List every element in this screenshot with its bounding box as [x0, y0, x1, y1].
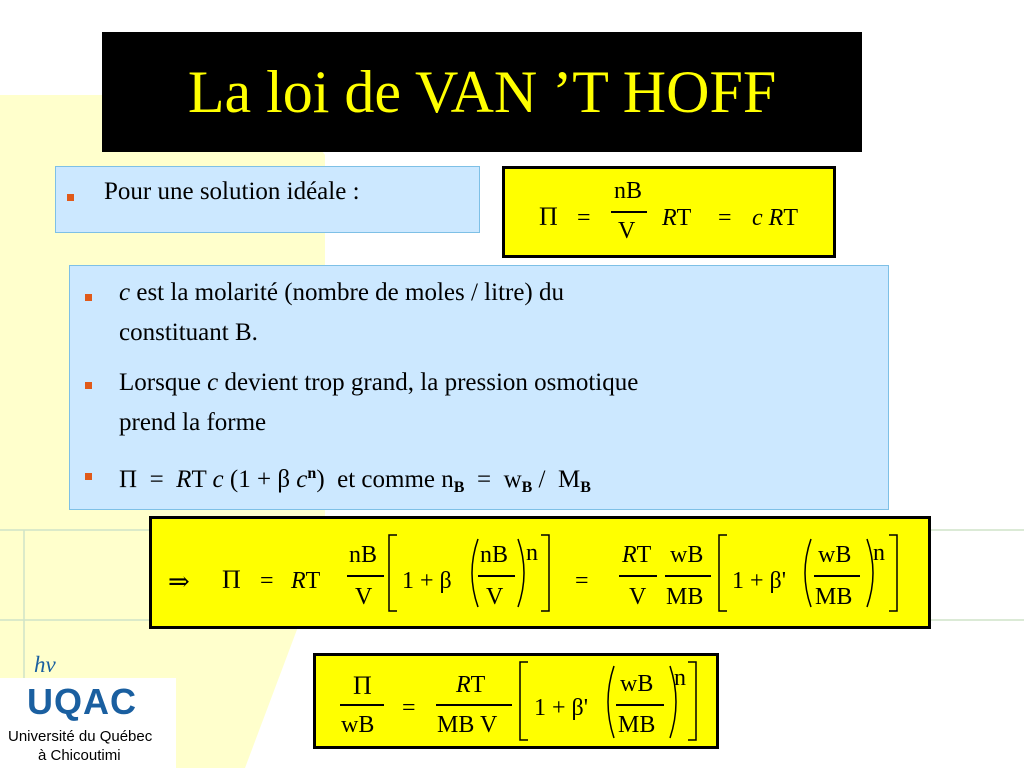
equation-box-3 — [313, 653, 719, 749]
university-name: Université du Québec — [8, 728, 153, 745]
bullet-2-line-1: Lorsque c devient trop grand, la pression osmotique — [119, 369, 639, 396]
eq2-brackets — [152, 519, 928, 626]
eq2-frac5-bar — [814, 575, 860, 577]
eq2-frac2-bar — [478, 575, 515, 577]
implies-arrow: ⇒ — [168, 567, 190, 596]
eq3-exponent: n — [674, 665, 686, 691]
eq1-fraction-bar — [611, 211, 647, 213]
bullet-1-line-2: constituant B. — [119, 319, 258, 346]
equation-box-2 — [149, 516, 931, 629]
eq2-frac1-den: V — [355, 584, 373, 610]
eq3-frac1-num: Π — [353, 671, 372, 700]
eq2-frac5-den: MB — [815, 584, 853, 610]
page-title: La loi de VAN ’T HOFF — [187, 58, 777, 125]
bullet-icon — [85, 294, 92, 301]
eq1-pi: Π — [539, 202, 558, 231]
eq2-frac3-den: V — [629, 584, 647, 610]
eq2-frac5-num: wB — [818, 542, 852, 568]
uqac-logo: UQAC — [27, 681, 137, 722]
eq3-frac3-bar — [616, 704, 664, 706]
bullet-icon — [85, 382, 92, 389]
eq3-one-plus-beta-prime: 1 + β' — [534, 695, 589, 721]
eq3-frac2-num: RT — [456, 672, 486, 698]
eq3-frac2-den: MB V — [437, 712, 498, 738]
university-city: à Chicoutimi — [38, 747, 121, 764]
eq2-frac3-num: RT — [622, 542, 652, 568]
bullet-icon — [67, 194, 74, 201]
eq1-RT: RT — [662, 205, 692, 231]
bullet-3-formula: Π = RT c (1 + β $c^n$) et comme $n_B = w_B / M_B$ — [119, 465, 591, 496]
eq2-frac4-bar — [665, 575, 711, 577]
bullet-2-line-2: prend la forme — [119, 409, 267, 436]
eq1-equals: = — [577, 205, 591, 231]
eq2-equals: = — [260, 568, 274, 594]
eq2-pi: Π — [222, 565, 241, 594]
eq1-denominator: V — [618, 218, 636, 244]
eq1-numerator: nB — [614, 178, 643, 204]
eq2-equals-2: = — [575, 568, 589, 594]
eq3-frac1-den: wB — [341, 712, 375, 738]
eq3-brackets — [316, 656, 716, 746]
eq1-equals-2: = — [718, 205, 732, 231]
eq1-cRT: c RT — [752, 205, 798, 231]
eq2-one-plus-beta: 1 + β — [402, 568, 452, 594]
equation-box-1 — [502, 166, 836, 258]
eq2-frac1-num: nB — [349, 542, 378, 568]
eq2-exponent-1: n — [526, 540, 538, 566]
intro-text: Pour une solution idéale : — [104, 178, 360, 205]
eq2-RT: RT — [291, 568, 321, 594]
eq3-equals: = — [402, 695, 416, 721]
eq3-frac3-den: MB — [618, 712, 656, 738]
bullet-icon — [85, 473, 92, 480]
eq2-one-plus-beta-prime: 1 + β' — [732, 568, 787, 594]
eq2-exponent-2: n — [873, 540, 885, 566]
eq2-frac2-den: V — [486, 584, 504, 610]
eq2-frac3-bar — [619, 575, 657, 577]
h-nu-symbol: hν — [34, 652, 56, 677]
eq3-frac3-num: wB — [620, 671, 654, 697]
eq2-frac4-den: MB — [666, 584, 704, 610]
eq2-frac2-num: nB — [480, 542, 509, 568]
eq2-frac4-num: wB — [670, 542, 704, 568]
bullet-1-line-1: c est la molarité (nombre de moles / litre) du — [119, 279, 565, 306]
